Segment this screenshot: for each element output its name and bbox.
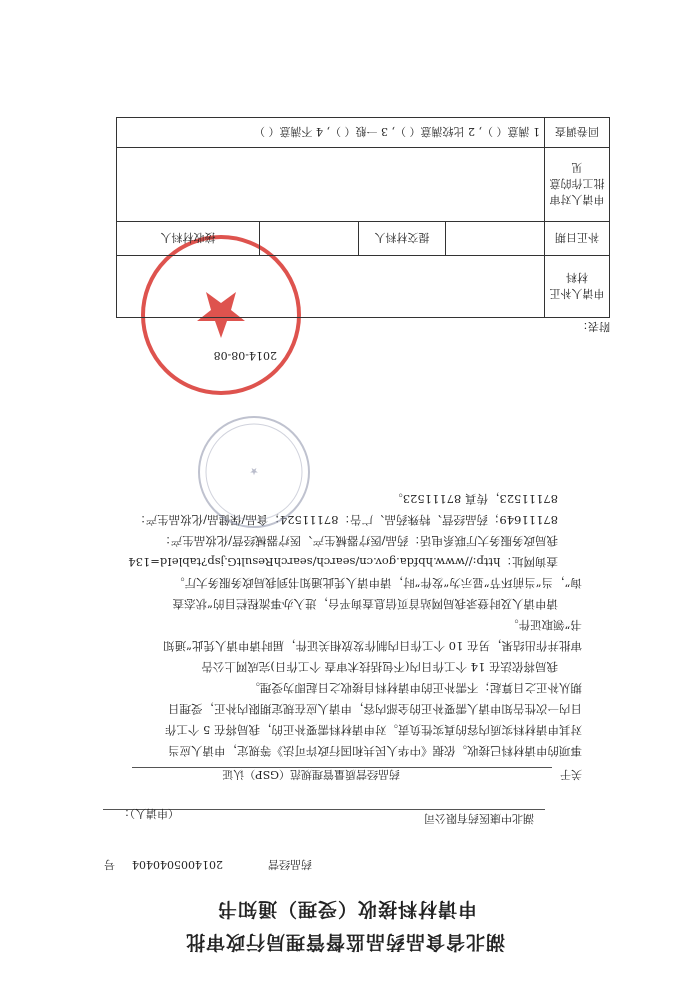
body-line: 87111649；药品经营、特殊药品、广告：87111524；食品/保健品/化妆品生产： xyxy=(134,513,558,527)
official-seal xyxy=(194,412,314,532)
body-line: 询”，当“当前环节”显示为“发件”时，请申请人凭此通知书到我局政务服务大厅。 xyxy=(173,576,582,590)
body-line: 书”领取证件。 xyxy=(507,618,582,632)
applicant-role-label: （申请人）： xyxy=(118,807,179,820)
table-row xyxy=(117,256,610,318)
doc-no-prefix: 药品经营 xyxy=(268,858,312,871)
table-label-supplement: 申请人补正材料 xyxy=(545,256,610,318)
table-label-survey: 回卷调查 xyxy=(545,118,610,148)
table-cell-opinion xyxy=(117,148,545,222)
body-text xyxy=(112,488,582,761)
table-label-receiver: 接收材料人 xyxy=(117,222,260,256)
body-line: 请申请人及时登录我局网站首页信息查询平台，进入办事流程栏目的“状态查 xyxy=(172,597,558,611)
table-cell-date xyxy=(446,222,545,256)
table-row xyxy=(117,222,610,256)
body-line: 对其申请材料实质内容的真实性负责。对申请材料需要补正的，我局将在 5 个工作 xyxy=(164,723,582,737)
table-label-submitter: 提交材料人 xyxy=(359,222,446,256)
subject-title: 药品经营质量管理规范（GSP）认证 xyxy=(222,768,400,781)
table-cell-submitter xyxy=(260,222,359,256)
attachment-table xyxy=(116,117,610,318)
table-label-opinion: 申请人对审批工作的意见 xyxy=(545,148,610,222)
table-label-date: 补正日期 xyxy=(545,222,610,256)
subject-underline xyxy=(132,767,552,768)
doc-no: 2014005040404 xyxy=(132,858,223,871)
svg-text:★: ★ xyxy=(249,465,259,476)
subject-guan: 关于 xyxy=(560,768,582,781)
doc-no-suffix: 号 xyxy=(104,858,116,871)
attachment-label: 附表： xyxy=(577,320,610,333)
table-cell-survey: 1 满意（ ）, 2 比较满意（ ）, 3 一般（ ）, 4 不满意（ ） xyxy=(117,118,545,148)
doc-title-line1: 湖北省食品药品监督管理局行政审批 xyxy=(184,931,505,953)
body-line: 87111523，传真 87111523。 xyxy=(391,492,558,506)
doc-number xyxy=(104,857,312,873)
body-line: 查询网址：http://www.hbfda.gov.cn/search/searchResultG.jsp?tableId=134 xyxy=(128,555,558,569)
body-line: 我局政务服务大厅联系电话：药品/医疗器械生产、医疗器械经营/化妆品生产： xyxy=(159,534,558,548)
applicant-company: 湖北中康医药有限公司 xyxy=(424,812,534,825)
doc-title-line2: 申请材料接收（受理）通知书 xyxy=(216,898,477,920)
body-line: 事项的申请材料已接收。依据《中华人民共和国行政许可法》等规定，申请人应当 xyxy=(168,744,582,758)
table-cell-supplement xyxy=(117,256,545,318)
body-line: 我局将依法在 14 个工作日内(不包括技术审查 个工作日)完成网上公告 xyxy=(201,660,558,674)
body-line: 日内一次性告知申请人需要补正的全部内容，申请人应在规定期限内补正，受理日 xyxy=(168,702,582,716)
table-row xyxy=(117,148,610,222)
table-row xyxy=(117,118,610,148)
body-line: 期从补正之日算起；不需补正的申请材料自接收之日起即为受理。 xyxy=(248,681,582,695)
body-line: 审批并作出结果，另在 10 个工作日内制作发放相关证件，届时请申请人凭此“通知 xyxy=(163,639,582,653)
stamp-date: 2014-08-08 xyxy=(213,349,277,362)
